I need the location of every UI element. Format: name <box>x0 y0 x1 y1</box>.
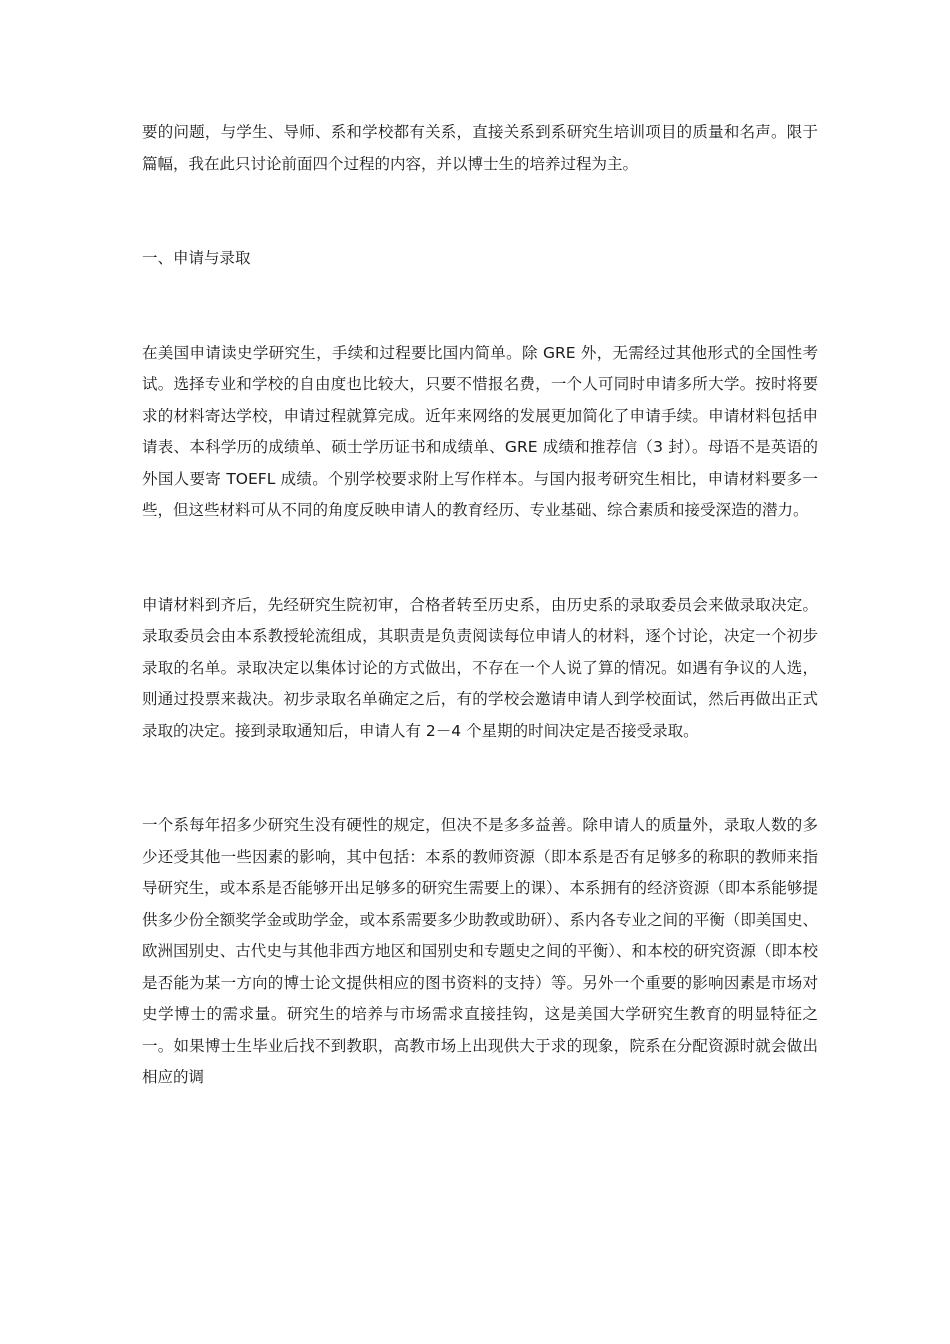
paragraph-application: 在美国申请读史学研究生，手续和过程要比国内简单。除 GRE 外，无需经过其他形式的全国性考试。选择专业和学校的自由度也比较大，只要不惜报名费，一个人可同时申请多所大学。按时将要求的材料寄达学校，申请过程就算完成。近年来网络的发展更加简化了申请手续。申请材料包括申请表、本科学历的成绩单、硕士学历证书和成绩单、GRE 成绩和推荐信（3 封）。母语不是英语的外国人要寄 TOEFL 成绩。个别学校要求附上写作样本。与国内报考研究生相比，申请材料要多一些，但这些材料可从不同的角度反映申请人的教育经历、专业基础、综合素质和接受深造的潜力。 <box>142 343 818 519</box>
paragraph-admission: 申请材料到齐后，先经研究生院初审，合格者转至历史系，由历史系的录取委员会来做录取决定。录取委员会由本系教授轮流组成，其职责是负责阅读每位申请人的材料，逐个讨论，决定一个初步录取的名单。录取决定以集体讨论的方式做出，不存在一个人说了算的情况。如遇有争议的人选，则通过投票来裁决。初步录取名单确定之后，有的学校会邀请申请人到学校面试，然后再做出正式录取的决定。接到录取通知后，申请人有 2－4 个星期的时间决定是否接受录取。 <box>142 595 818 740</box>
paragraph-enrollment-size: 一个系每年招多少研究生没有硬性的规定，但决不是多多益善。除申请人的质量外，录取人数的多少还受其他一些因素的影响，其中包括：本系的教师资源（即本系是否有足够多的称职的教师来指导研究生，或本系是否能够开出足够多的研究生需要上的课）、本系拥有的经济资源（即本系能够提供多少份全额奖学金或助学金，或本系需要多少助教或助研）、系内各专业之间的平衡（即美国史、欧洲国别史、古代史与其他非西方地区和国别史和专题史之间的平衡）、和本校的研究资源（即本校是否能为某一方向的博士论文提供相应的图书资料的支持）等。另外一个重要的影响因素是市场对史学博士的需求量。研究生的培养与市场需求直接挂钩，这是美国大学研究生教育的明显特征之一。如果博士生毕业后找不到教职，高教市场上出现供大于求的现象，院系在分配资源时就会做出相应的调 <box>142 816 818 1086</box>
section-heading: 一、申请与录取 <box>142 249 251 267</box>
document-body <box>142 117 818 1094</box>
paragraph-intro: 要的问题，与学生、导师、系和学校都有关系，直接关系到系研究生培训项目的质量和名声。限于篇幅，我在此只讨论前面四个过程的内容，并以博士生的培养过程为主。 <box>142 123 818 173</box>
